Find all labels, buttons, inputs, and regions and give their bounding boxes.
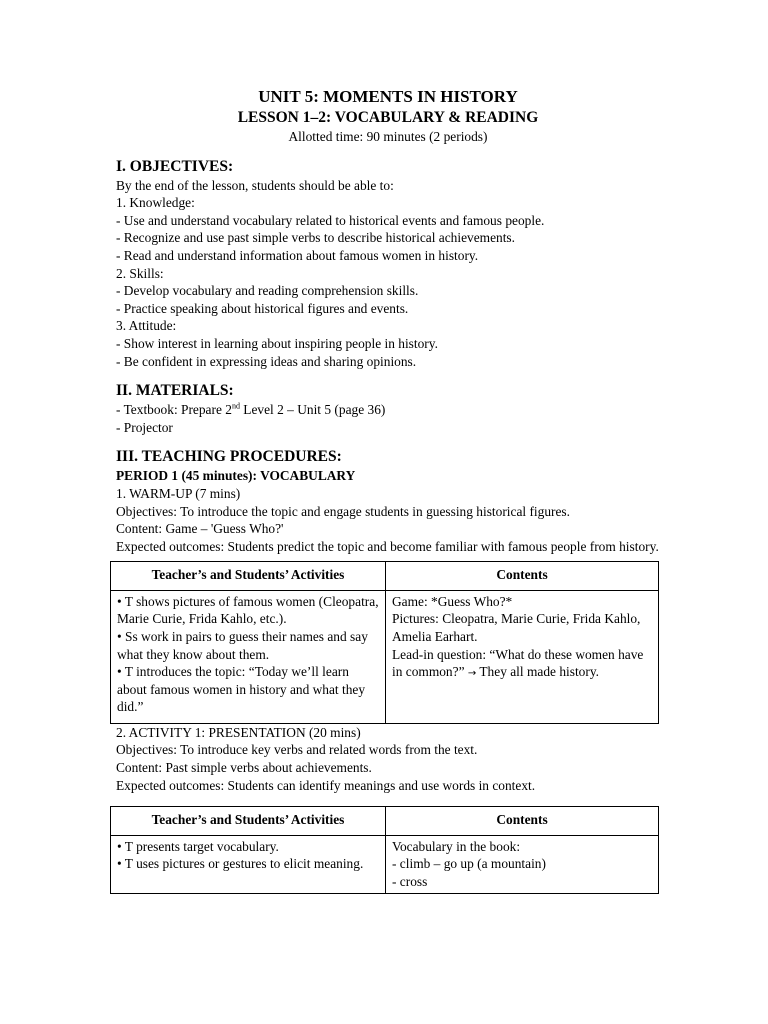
activity1-title: 2. ACTIVITY 1: PRESENTATION (20 mins) <box>116 724 361 740</box>
skills-item: - Practice speaking about historical figures and events. <box>116 300 409 316</box>
activity-line: • T presents target vocabulary. <box>117 838 279 854</box>
table-header-row <box>111 807 659 836</box>
textbook-suffix: Level 2 – Unit 5 (page 36) <box>239 402 386 418</box>
table-row <box>111 590 659 723</box>
knowledge-item: - Read and understand information about famous women in history. <box>116 247 479 263</box>
activities-cell <box>111 835 386 893</box>
knowledge-label: 1. Knowledge: <box>116 195 195 211</box>
contents-cell <box>386 590 659 723</box>
textbook-sup: nd <box>231 401 240 411</box>
period-1-title: PERIOD 1 (45 minutes): VOCABULARY <box>116 468 356 484</box>
leadin-question: Lead-in question: “What do these women have in common?” <box>392 646 644 680</box>
content-leadin <box>392 646 652 683</box>
contents-header: Contents <box>386 807 659 836</box>
activities-header: Teacher’s and Students’ Activities <box>111 807 386 836</box>
knowledge-item: - Use and understand vocabulary related to historical events and famous people. <box>116 212 545 228</box>
right-arrow-icon: → <box>467 668 477 680</box>
allotted-time: Allotted time: 90 minutes (2 periods) <box>288 129 488 144</box>
content-pictures: Pictures: Cleopatra, Marie Curie, Frida Kahlo, Amelia Earhart. <box>392 611 641 645</box>
activity-line: • Ss work in pairs to guess their names and say what they know about them. <box>117 629 368 662</box>
contents-header: Contents <box>386 562 659 591</box>
skills-item: - Develop vocabulary and reading comprehension skills. <box>116 283 419 299</box>
objectives-heading: I. OBJECTIVES: <box>116 157 234 175</box>
attitude-label: 3. Attitude: <box>116 318 177 334</box>
attitude-item: - Show interest in learning about inspiring people in history. <box>116 335 438 351</box>
warmup-content: Content: Game – 'Guess Who?' <box>116 521 284 537</box>
activity1-objectives: Objectives: To introduce key verbs and related words from the text. <box>116 742 478 758</box>
content-line: Vocabulary in the book: <box>392 838 521 854</box>
content-line: - cross <box>392 874 428 890</box>
activity1-table <box>110 806 659 893</box>
warmup-objectives: Objectives: To introduce the topic and engage students in guessing historical figures. <box>116 503 570 519</box>
contents-cell <box>386 835 659 893</box>
objectives-intro: By the end of the lesson, students should be able to: <box>116 177 394 193</box>
activity1-content: Content: Past simple verbs about achievements. <box>116 760 372 776</box>
lesson-title: LESSON 1–2: VOCABULARY & READING <box>237 109 539 126</box>
materials-projector: - Projector <box>116 419 173 435</box>
table-header-row <box>111 562 659 591</box>
content-line: - climb – go up (a mountain) <box>392 856 546 872</box>
warmup-outcomes: Expected outcomes: Students predict the topic and become familiar with famous people from history. <box>116 538 659 554</box>
warmup-table <box>110 561 659 724</box>
activities-cell <box>111 590 386 723</box>
warmup-title: 1. WARM-UP (7 mins) <box>116 485 241 501</box>
knowledge-item: - Recognize and use past simple verbs to describe historical achievements. <box>116 230 515 246</box>
activity-line: • T uses pictures or gestures to elicit meaning. <box>117 856 364 872</box>
procedures-heading: III. TEACHING PROCEDURES: <box>116 448 342 466</box>
materials-textbook <box>116 401 660 419</box>
skills-label: 2. Skills: <box>116 265 164 281</box>
unit-title: UNIT 5: MOMENTS IN HISTORY <box>258 87 518 106</box>
materials-heading: II. MATERIALS: <box>116 382 234 400</box>
activities-header: Teacher’s and Students’ Activities <box>111 562 386 591</box>
leadin-answer: They all made history. <box>479 664 599 680</box>
table-row <box>111 835 659 893</box>
activity-line: • T shows pictures of famous women (Cleopatra, Marie Curie, Frida Kahlo, etc.). <box>117 593 379 627</box>
activity1-outcomes: Expected outcomes: Students can identify meanings and use words in context. <box>116 777 536 793</box>
activity-line: • T introduces the topic: “Today we’ll learn about famous women in history and what they did.” <box>117 664 366 715</box>
content-game: Game: *Guess Who?* <box>392 593 513 609</box>
lesson-plan-document <box>116 86 660 894</box>
textbook-prefix: - Textbook: Prepare 2 <box>116 402 232 418</box>
attitude-item: - Be confident in expressing ideas and sharing opinions. <box>116 353 417 369</box>
